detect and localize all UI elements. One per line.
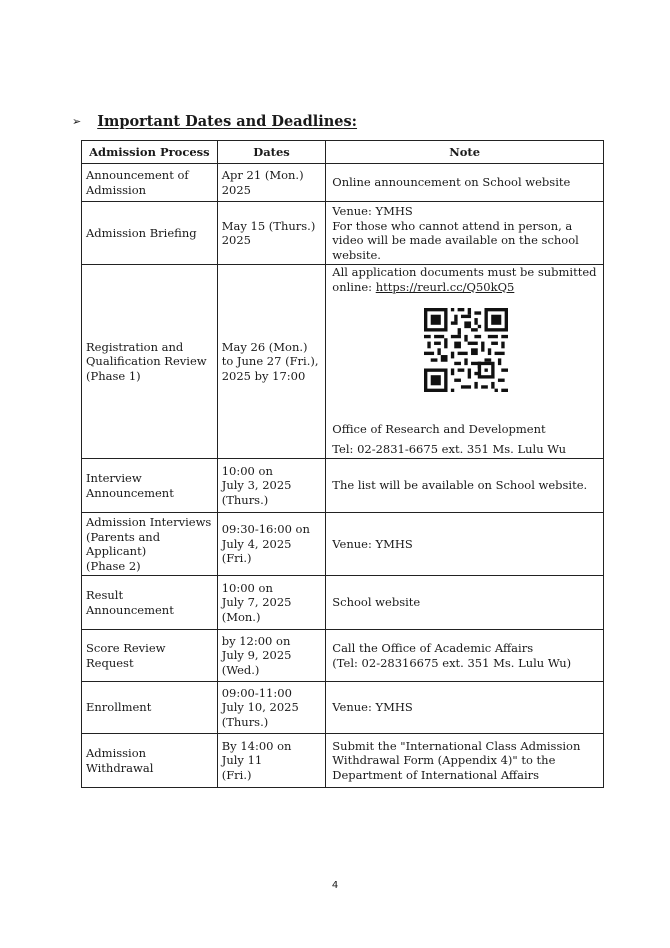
process-line: (Phase 2): [86, 558, 141, 573]
qr-code-icon: [424, 308, 508, 392]
dates-cell: Apr 21 (Mon.) 2025: [217, 164, 326, 202]
dates-cell: May 26 (Mon.) to June 27 (Fri.), 2025 by 17:00: [217, 265, 326, 459]
dates-cell: May 15 (Thurs.) 2025: [217, 202, 326, 265]
process-cell: [82, 513, 218, 576]
dates-line: 10:00 on: [221, 580, 273, 595]
dates-line: 10:00 on: [221, 463, 273, 478]
note-line: (Tel: 02-28316675 ext. 351 Ms. Lulu Wu): [332, 655, 572, 670]
page-number: 4: [331, 880, 339, 891]
process-cell: Admission Briefing: [82, 202, 218, 265]
note-cell: Online announcement on School website: [326, 164, 604, 202]
process-cell: Interview Announcement: [82, 459, 218, 513]
application-link[interactable]: https://reurl.cc/Q50kQ5: [375, 279, 515, 294]
header-note: Note: [326, 141, 604, 164]
dates-line: (Mon.): [221, 609, 261, 624]
table-row: [82, 630, 604, 682]
dates-line: 09:00-11:00: [221, 685, 292, 700]
note-cell: Venue: YMHS: [326, 682, 604, 734]
process-cell: Admission Withdrawal: [82, 734, 218, 788]
note-cell: School website: [326, 576, 604, 630]
dates-line: July 9, 2025: [221, 648, 292, 663]
note-line: Call the Office of Academic Affairs: [332, 641, 534, 655]
process-cell: Result Announcement: [82, 576, 218, 630]
dates-table: [81, 140, 604, 788]
process-cell: Enrollment: [82, 682, 218, 734]
dates-line: 09:30-16:00 on: [221, 522, 310, 537]
table-row: [82, 682, 604, 734]
table-row: [82, 459, 604, 513]
dates-line: (Wed.): [221, 662, 260, 677]
dates-line: July 7, 2025: [221, 595, 292, 610]
note-tel: Tel: 02-2831-6675 ext. 351 Ms. Lulu Wu: [332, 441, 567, 456]
qr-code-area: [332, 308, 599, 392]
dates-line: July 3, 2025: [221, 478, 292, 493]
header-dates: Dates: [217, 141, 326, 164]
note-intro: All application documents must be submitted online: https://reurl.cc/Q50kQ5: [332, 265, 597, 294]
table-row: [82, 265, 604, 459]
note-cell: [326, 265, 604, 459]
note-cell: [326, 630, 604, 682]
dates-line: (Fri.): [221, 551, 252, 566]
dates-cell: [217, 513, 326, 576]
note-line: For those who cannot attend in person, a video will be made available on the school website.: [332, 218, 579, 262]
note-cell: The list will be available on School website.: [326, 459, 604, 513]
dates-line: (Thurs.): [221, 492, 269, 507]
process-cell: Score Review Request: [82, 630, 218, 682]
table-row: [82, 202, 604, 265]
dates-line: (Thurs.): [221, 714, 269, 729]
dates-line: By 14:00 on: [221, 738, 292, 753]
note-office: Office of Research and Development: [332, 422, 546, 436]
table-row: [82, 734, 604, 788]
note-line: Venue: YMHS: [332, 204, 413, 218]
dates-line: (Fri.): [221, 767, 252, 782]
table-header-row: [82, 141, 604, 164]
process-cell: Registration and Qualification Review (Phase 1): [82, 265, 218, 459]
table-row: [82, 576, 604, 630]
dates-cell: [217, 459, 326, 513]
process-line: Applicant): [86, 544, 147, 558]
dates-line: July 10, 2025: [221, 700, 299, 715]
section-heading: [72, 113, 357, 130]
header-admission-process: Admission Process: [82, 141, 218, 164]
section-title: Important Dates and Deadlines:: [97, 113, 358, 130]
dates-cell: [217, 630, 326, 682]
dates-line: by 12:00 on: [221, 633, 291, 648]
note-cell: [326, 202, 604, 265]
process-line: Admission Interviews: [86, 515, 212, 529]
note-cell: Venue: YMHS: [326, 513, 604, 576]
dates-cell: [217, 576, 326, 630]
dates-line: July 4, 2025: [221, 536, 292, 551]
table-row: [82, 513, 604, 576]
note-cell: Submit the "International Class Admission Withdrawal Form (Appendix 4)" to the Department of International Affairs: [326, 734, 604, 788]
process-line: (Parents and: [86, 529, 161, 544]
table-row: [82, 164, 604, 202]
dates-cell: [217, 682, 326, 734]
process-cell: Announcement of Admission: [82, 164, 218, 202]
dates-cell: [217, 734, 326, 788]
arrow-bullet-icon: ➢: [72, 115, 82, 128]
dates-line: July 11: [221, 753, 263, 768]
